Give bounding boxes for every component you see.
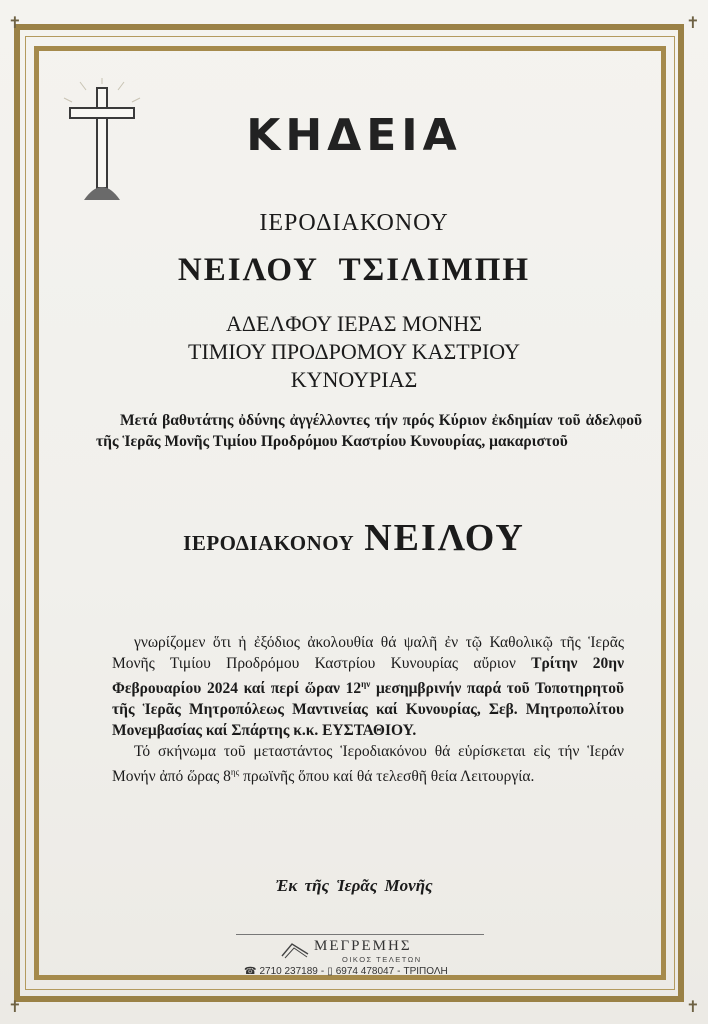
footer-divider: [236, 934, 484, 935]
relics-text-b: πρωϊνῆς ὅπου καί θά τελεσθῆ θεία Λειτουργία.: [243, 768, 535, 786]
service-officiant: μεσημβρινήν παρά τοῦ Τοποτηρητοῦ τῆς Ἱερᾶς Μητροπόλεως Μαντινείας καί Κυνουρίας, Σεβ. Μητροπολίτου Μονεμβασίας καί Σπάρτης κ.κ. ΕΥΣΤΑΘΙΟΥ.: [112, 680, 624, 740]
service-date-sup: ην: [361, 679, 371, 689]
deacon-prefix: ΙΕΡΟΔΙΑΚΟΝΟΥ: [183, 531, 355, 555]
deacon-heading: [60, 516, 648, 560]
subtitle-hierodeacon: ΙΕΡΟΔΙΑΚΟΝΟΥ: [259, 210, 449, 236]
relics-sup: ης: [230, 767, 240, 778]
landline-number: 2710 237189: [259, 966, 318, 977]
corner-cross-icon: ✝: [686, 13, 700, 32]
phone-icon: ☎: [244, 966, 257, 977]
service-details: [112, 632, 624, 787]
contact-line: [244, 966, 451, 977]
company-name: ΜΕΓΡΕΜΗΣ: [314, 938, 412, 954]
service-paragraph: [112, 632, 624, 741]
brotherhood-line: ΑΔΕΛΦΟΥ ΙΕΡΑΣ ΜΟΝΗΣ: [225, 311, 483, 336]
signature-line: Ἐκ τῆς Ἱερᾶς Μονῆς: [275, 876, 433, 895]
mobile-icon: ▯: [327, 966, 333, 977]
brotherhood-block: [60, 310, 648, 394]
corner-cross-icon: ✝: [8, 13, 22, 32]
wave-logo-icon: [280, 940, 310, 960]
corner-cross-icon: ✝: [686, 997, 700, 1016]
announcement-text: Μετά βαθυτάτης ὀδύνης ἀγγέλλοντες τήν πρός Κύριον ἐκδημίαν τοῦ ἀδελφοῦ τῆς Ἱερᾶς Μονῆς Τιμίου Προδρόμου Καστρίου Κυνουρίας, μακαριστοῦ: [96, 412, 642, 450]
service-date: Τρίτην 20ην Φεβρουαρίου 2024 καί περί ὥραν 12: [112, 655, 625, 698]
separator: -: [397, 966, 401, 977]
corner-cross-icon: ✝: [8, 997, 22, 1016]
relics-text-a: Τό σκήνωμα τοῦ μεταστάντος Ἱεροδιακόνου θά εὑρίσκεται εἰς τήν Ἱεράν Μονήν ἀπό ὥρας 8: [112, 743, 624, 786]
service-intro: γνωρίζομεν ὅτι ἡ ἐξόδιος ἀκολουθία θά ψαλῆ ἐν τῷ Καθολικῷ τῆς Ἱερᾶς Μονῆς Τιμίου Προδρόμου Καστρίου Κυνουρίας αὔριον: [112, 634, 624, 672]
brotherhood-line: ΤΙΜΙΟΥ ΠΡΟΔΡΟΜΟΥ ΚΑΣΤΡΙΟΥ: [188, 339, 520, 364]
mobile-number: 6974 478047: [335, 966, 395, 977]
company-subtitle: ΟΙΚΟΣ ΤΕΛΕΤΩΝ: [342, 955, 422, 964]
page-title: ΚΗΔΕΙΑ: [246, 110, 462, 161]
brotherhood-line: ΚΥΝΟΥΡΙΑΣ: [290, 367, 418, 392]
relics-paragraph: [112, 741, 624, 787]
deceased-name: ΝΕΙΛΟΥ ΤΣΙΛΙΜΠΗ: [177, 252, 531, 288]
separator: -: [320, 966, 325, 977]
city-name: ΤΡΙΠΟΛΗ: [403, 966, 448, 977]
deacon-name: ΝΕΙΛΟΥ: [364, 517, 525, 559]
